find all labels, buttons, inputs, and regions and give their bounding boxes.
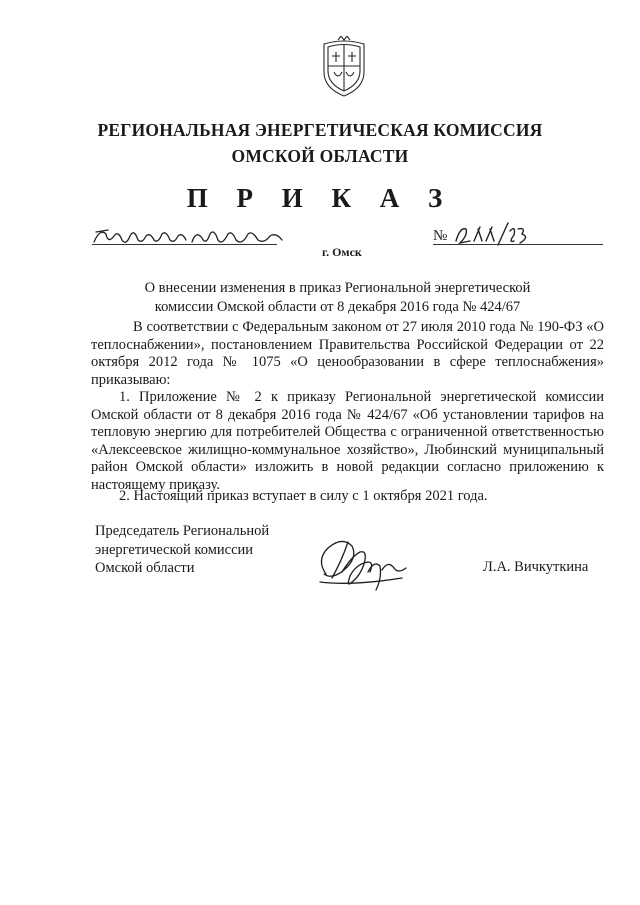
organization-name-line2: ОМСКОЙ ОБЛАСТИ bbox=[231, 146, 409, 166]
document-title: П Р И К А З bbox=[186, 183, 454, 213]
signer-position-line1: Председатель Региональной bbox=[95, 523, 270, 539]
body-paragraph-2: 1. Приложение № 2 к приказу Региональной энергетической комиссии Омской области от 8 декабря 2016 года № 424/67 «Об установлении тарифов на тепловую энергию для потребителей Общества с ограниченной ответственностью «Алексеевское жилищно-коммунальное хозяйство», Любинский муниципальный район Омской области» изложить в новой редакции согласно приложению к настоящему приказу. bbox=[91, 389, 604, 493]
number-prefix: № bbox=[433, 228, 448, 244]
subject-line1: О внесении изменения в приказ Региональной энергетической bbox=[144, 280, 531, 296]
signer-position-line2: энергетической комиссии bbox=[95, 541, 254, 558]
handwritten-date bbox=[92, 222, 288, 252]
number-underline bbox=[433, 244, 603, 245]
date-underline bbox=[92, 244, 277, 245]
body-paragraph-3: 2. Настоящий приказ вступает в силу с 1 октября 2021 года. bbox=[119, 488, 488, 504]
city-label: г. Омск bbox=[322, 245, 362, 259]
signer-position-line3: Омской области bbox=[95, 560, 195, 576]
signer-position bbox=[95, 522, 269, 578]
handwritten-signature-icon bbox=[312, 530, 412, 596]
subject-line2: комиссии Омской области от 8 декабря 2016 года № 424/67 bbox=[154, 299, 521, 315]
organization-name-line1: РЕГИОНАЛЬНАЯ ЭНЕРГЕТИЧЕСКАЯ КОМИССИЯ bbox=[97, 120, 543, 140]
coat-of-arms-icon bbox=[318, 36, 370, 98]
body-paragraph-1: В соответствии с Федеральным законом от 27 июля 2010 года № 190-ФЗ «О теплоснабжении», постановлением Правительства Российской Федерации от 22 октября 2012 года № 1075 «О ценообразовании в сфере теплоснабжения» приказываю: bbox=[91, 319, 604, 388]
signer-name: Л.А. Вичкуткина bbox=[483, 559, 589, 575]
